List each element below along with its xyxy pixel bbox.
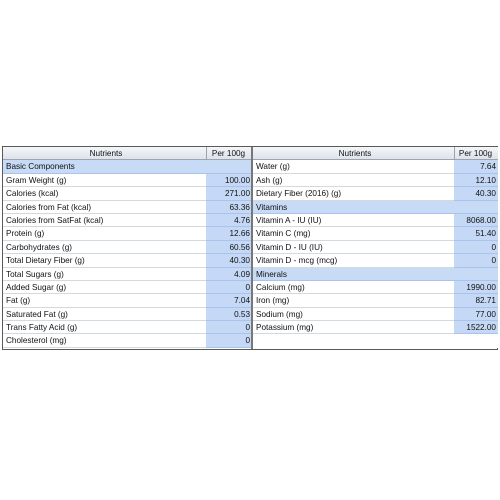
table-row xyxy=(253,308,498,321)
nutrient-name: Fat (g) xyxy=(3,294,206,307)
table-row xyxy=(3,187,252,200)
table-row xyxy=(253,160,498,173)
table-row xyxy=(253,294,498,307)
section-header-row xyxy=(253,201,498,214)
nutrient-value: 40.30 xyxy=(206,254,252,267)
nutrient-name: Vitamin A - IU (IU) xyxy=(253,214,454,227)
table-row xyxy=(3,227,252,240)
table-row xyxy=(253,214,498,227)
table-row xyxy=(3,201,252,214)
nutrient-name: Total Sugars (g) xyxy=(3,268,206,281)
table-row xyxy=(253,187,498,200)
nutrient-value: 100.00 xyxy=(206,174,252,187)
nutrient-value: 60.56 xyxy=(206,241,252,254)
nutrient-name: Calories from Fat (kcal) xyxy=(3,201,206,214)
section-header-row xyxy=(253,268,498,281)
nutrient-name: Water (g) xyxy=(253,160,454,173)
table-row xyxy=(3,281,252,294)
per-100g-column-header: Per 100g xyxy=(206,147,252,160)
table-row xyxy=(3,268,252,281)
nutrient-name: Total Dietary Fiber (g) xyxy=(3,254,206,267)
nutrient-name: Added Sugar (g) xyxy=(3,281,206,294)
nutrient-name: Iron (mg) xyxy=(253,294,454,307)
nutrient-value: 82.71 xyxy=(454,294,498,307)
nutrient-name: Potassium (mg) xyxy=(253,321,454,334)
nutrient-name: Ash (g) xyxy=(253,174,454,187)
nutrient-value: 0 xyxy=(206,321,252,334)
table-row xyxy=(3,334,252,347)
nutrient-value: 63.36 xyxy=(206,201,252,214)
nutrient-value: 1990.00 xyxy=(454,281,498,294)
nutrients-table-left xyxy=(3,147,252,348)
nutrient-value: 0 xyxy=(206,334,252,347)
nutrient-value: 51.40 xyxy=(454,227,498,240)
nutrient-value: 4.09 xyxy=(206,268,252,281)
table-row xyxy=(253,174,498,187)
table-row xyxy=(253,227,498,240)
nutrient-name: Sodium (mg) xyxy=(253,308,454,321)
nutrient-value: 0 xyxy=(454,254,498,267)
table-row xyxy=(253,241,498,254)
nutrients-column-header: Nutrients xyxy=(3,147,206,160)
nutrient-name: Carbohydrates (g) xyxy=(3,241,206,254)
nutrient-name: Saturated Fat (g) xyxy=(3,308,206,321)
nutrient-name: Calcium (mg) xyxy=(253,281,454,294)
nutrient-value: 0 xyxy=(206,281,252,294)
table-row xyxy=(3,174,252,187)
per-100g-column-header: Per 100g xyxy=(454,147,498,160)
nutrient-name: Calories (kcal) xyxy=(3,187,206,200)
nutrient-name xyxy=(253,334,454,347)
nutrients-table-right xyxy=(253,147,498,348)
section-label: Minerals xyxy=(253,268,454,281)
nutrient-name: Calories from SatFat (kcal) xyxy=(3,214,206,227)
table-row xyxy=(253,334,498,347)
nutrient-value: 40.30 xyxy=(454,187,498,200)
left-rows xyxy=(3,160,252,347)
nutrient-value xyxy=(206,160,252,173)
nutrient-value: 4.76 xyxy=(206,214,252,227)
nutrient-value xyxy=(454,268,498,281)
nutrient-value: 271.00 xyxy=(206,187,252,200)
nutrient-name: Gram Weight (g) xyxy=(3,174,206,187)
nutrient-value: 0 xyxy=(454,241,498,254)
nutrient-name: Vitamin D - mcg (mcg) xyxy=(253,254,454,267)
table-row xyxy=(3,308,252,321)
table-row xyxy=(3,321,252,334)
table-header xyxy=(253,147,498,160)
nutrient-value: 1522.00 xyxy=(454,321,498,334)
nutrient-name: Cholesterol (mg) xyxy=(3,334,206,347)
section-label: Basic Components xyxy=(3,160,206,173)
section-header-row xyxy=(3,160,252,173)
nutrient-value: 12.66 xyxy=(206,227,252,240)
nutrient-name: Dietary Fiber (2016) (g) xyxy=(253,187,454,200)
nutrient-value: 0.53 xyxy=(206,308,252,321)
table-row xyxy=(253,281,498,294)
table-row xyxy=(253,321,498,334)
nutrient-value xyxy=(454,201,498,214)
nutrient-value: 77.00 xyxy=(454,308,498,321)
nutrient-name: Protein (g) xyxy=(3,227,206,240)
nutrition-table xyxy=(2,146,498,350)
nutrient-name: Vitamin C (mg) xyxy=(253,227,454,240)
nutrients-column-header: Nutrients xyxy=(253,147,454,160)
table-row xyxy=(3,214,252,227)
table-header xyxy=(3,147,252,160)
nutrient-value: 12.10 xyxy=(454,174,498,187)
nutrient-value: 8068.00 xyxy=(454,214,498,227)
right-rows xyxy=(253,160,498,347)
table-row xyxy=(3,241,252,254)
section-label: Vitamins xyxy=(253,201,454,214)
nutrient-value: 7.04 xyxy=(206,294,252,307)
nutrient-value xyxy=(454,334,498,347)
nutrient-value: 7.64 xyxy=(454,160,498,173)
nutrient-name: Trans Fatty Acid (g) xyxy=(3,321,206,334)
table-row xyxy=(3,254,252,267)
table-row xyxy=(253,254,498,267)
nutrient-name: Vitamin D - IU (IU) xyxy=(253,241,454,254)
table-row xyxy=(3,294,252,307)
